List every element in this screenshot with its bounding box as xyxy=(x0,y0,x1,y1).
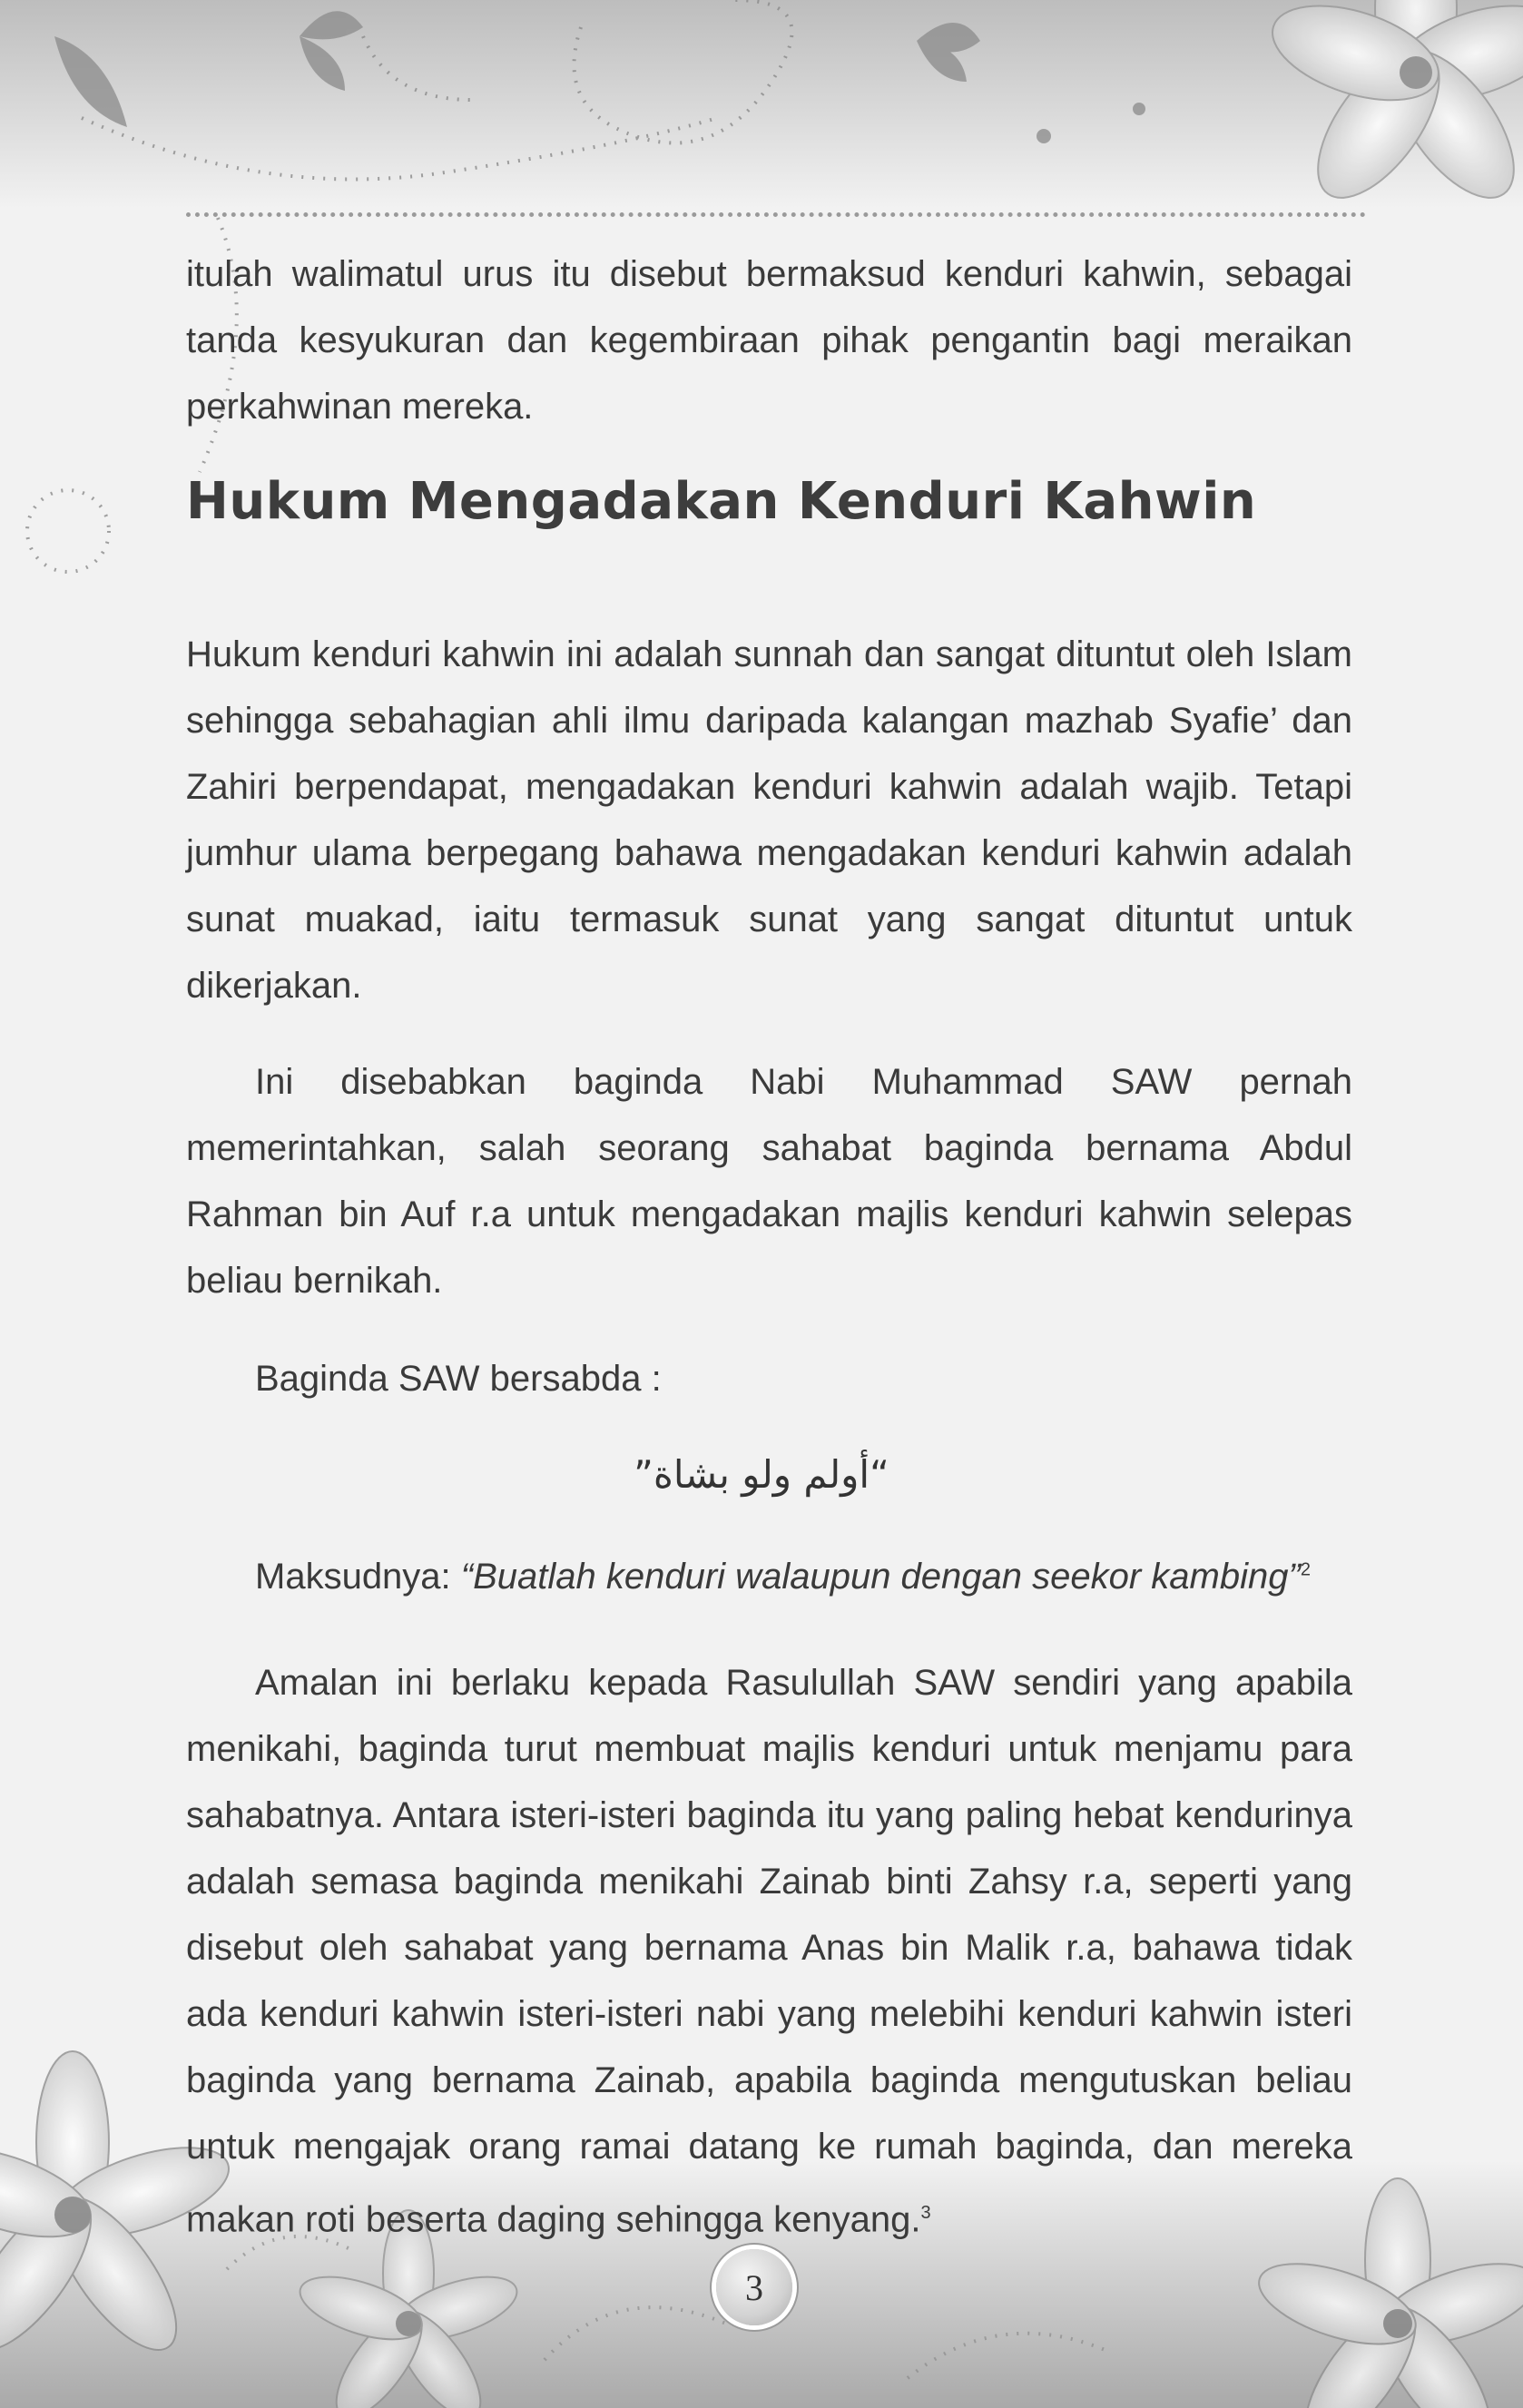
hadith-arabic: “أولم ولو بشاة” xyxy=(634,1452,889,1497)
body-paragraph-2 xyxy=(186,1049,1352,1314)
intro-text: itulah walimatul urus itu disebut bermaksud kenduri kahwin, sebagai tanda kesyukuran dan kegembiraan pihak pengantin bagi meraikan perkahwinan mereka. xyxy=(186,254,1352,427)
paragraph-text: Hukum kenduri kahwin ini adalah sunnah dan sangat dituntut oleh Islam sehingga sebahagian ahli ilmu daripada kalangan mazhab Syafie’ dan Zahiri berpendapat, mengadakan kenduri kahwin adalah wajib. Tetapi jumhur ulama berpegang bahawa mengadakan kenduri kahwin adalah sunat muakad, iaitu termasuk sunat yang sangat dituntut untuk dikerjakan. xyxy=(186,634,1352,1006)
translation-quote: “Buatlah kenduri walaupun dengan seekor kambing” xyxy=(460,1557,1301,1597)
page-number: 3 xyxy=(716,2249,792,2325)
footnote-marker: 3 xyxy=(920,2203,931,2223)
footnote-marker: 2 xyxy=(1300,1559,1311,1580)
closing-paragraph xyxy=(186,1650,1352,2253)
paragraph-text: Ini disebabkan baginda Nabi Muhammad SAW pernah memerintahkan, salah seorang sahabat baginda bernama Abdul Rahman bin Auf r.a untuk mengadakan majlis kenduri kahwin selepas beliau bernikah. xyxy=(186,1062,1352,1301)
paragraph-text: Baginda SAW bersabda : xyxy=(255,1359,662,1399)
intro-paragraph xyxy=(186,241,1352,440)
section-heading: Hukum Mengadakan Kenduri Kahwin xyxy=(186,472,1257,531)
closing-text: Amalan ini berlaku kepada Rasulullah SAW sendiri yang apabila menikahi, baginda turut membuat majlis kenduri untuk menjamu para sahabatnya. Antara isteri-isteri baginda itu yang paling hebat kendurinya adalah semasa baginda menikahi Zainab binti Zahsy r.a, seperti yang disebut oleh sahabat yang bernama Anas bin Malik r.a, bahawa tidak ada kenduri kahwin isteri-isteri nabi yang melebihi kenduri kahwin isteri baginda yang bernama Zainab, apabila baginda mengutuskan beliau untuk mengajak orang ramai datang ke rumah baginda, dan mereka makan roti beserta daging sehingga kenyang. xyxy=(186,1663,1352,2240)
body-paragraph-3 xyxy=(186,1346,1352,1412)
top-dotted-rule xyxy=(186,212,1366,217)
body-paragraph-1 xyxy=(186,622,1352,1019)
hadith-translation xyxy=(255,1557,1311,1597)
closing-paragraph-text xyxy=(186,1650,1352,2253)
translation-label: Maksudnya: xyxy=(255,1557,461,1597)
